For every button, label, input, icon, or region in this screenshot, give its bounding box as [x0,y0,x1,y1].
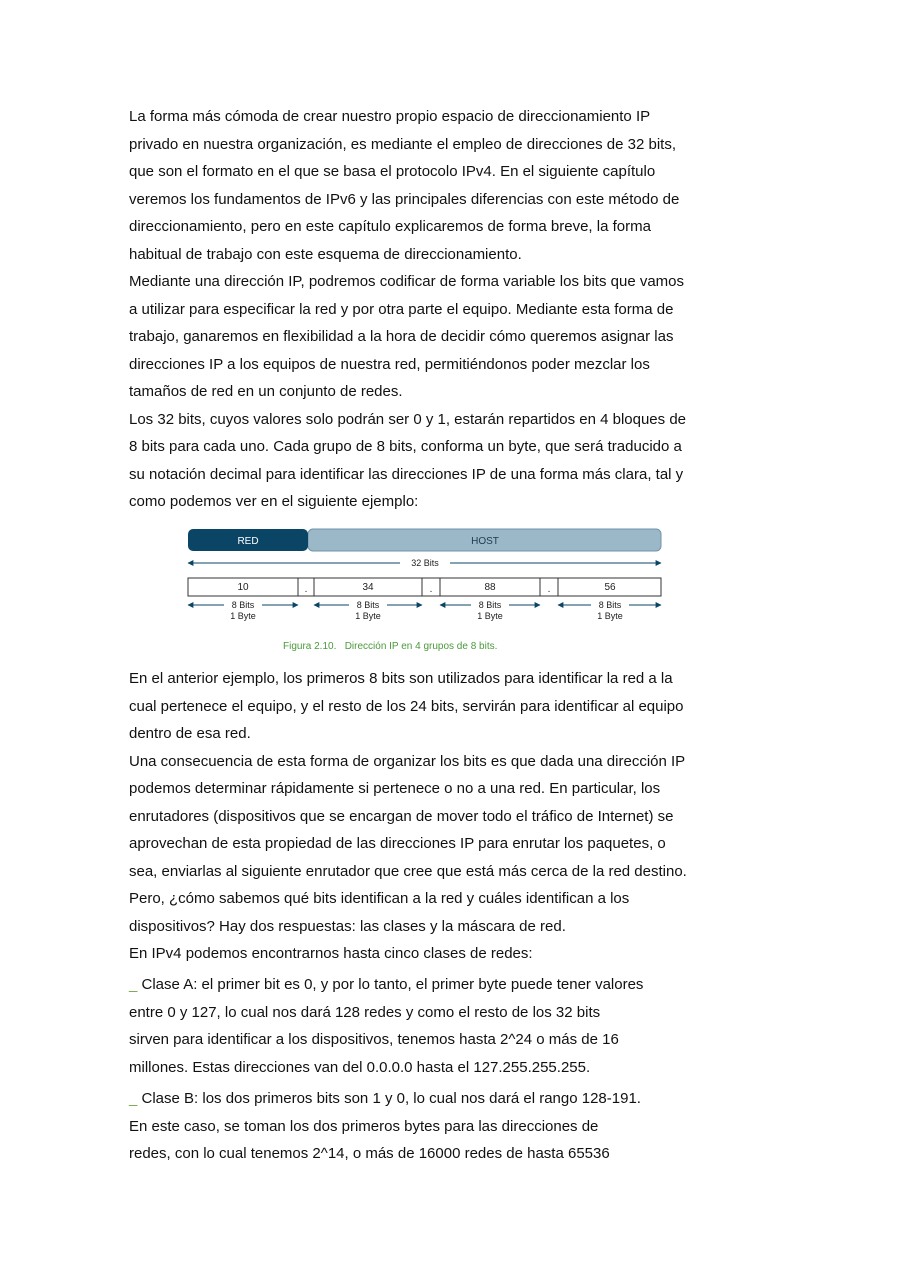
text-line: Mediante una dirección IP, podremos codificar de forma variable los bits que vamos [129,273,685,290]
figure-caption: Figura 2.10. Dirección IP en 4 grupos de 8 bits. [283,641,498,652]
class-b-item [129,1085,749,1168]
text-line: millones. Estas direcciones van del 0.0.0.0 hasta el 127.255.255.255. [129,1058,591,1076]
paragraph-intro [129,103,749,516]
text-line: En IPv4 podemos encontrarnos hasta cinco clases de redes: [129,945,533,962]
text-line: cual pertenece el equipo, y el resto de los 24 bits, servirán para identificar al equipo [129,697,684,715]
text-line: Pero, ¿cómo sabemos qué bits identifican a la red y cuáles identifican a los [129,890,630,907]
octet-2: 34 [362,582,374,593]
text-line: habitual de trabajo con este esquema de direccionamiento. [129,245,522,263]
octet-byte-label: 1 Byte [355,611,381,621]
paragraph-explanation [129,665,749,968]
text-line: su notación decimal para identificar las direcciones IP de una forma más clara, tal y [129,465,684,483]
text-line: En el anterior ejemplo, los primeros 8 bits son utilizados para identificar la red a la [129,670,673,687]
class-a-first-line [129,971,749,999]
octet-byte-label: 1 Byte [597,611,623,621]
text-line: aprovechan de esta propiedad de las direcciones IP para enrutar los paquetes, o [129,835,666,852]
text-line: Una consecuencia de esta forma de organizar los bits es que dada una dirección IP [129,752,686,770]
text-line: que son el formato en el que se basa el protocolo IPv4. En el siguiente capítulo [129,163,656,180]
text-line: sirven para identificar a los dispositivos, tenemos hasta 2^24 o más de 16 [129,1031,619,1048]
text-line: Clase A: el primer bit es 0, y por lo tanto, el primer byte puede tener valores [141,976,644,993]
text-line: En este caso, se toman los dos primeros bytes para las direcciones de [129,1117,599,1135]
text-line: dentro de esa red. [129,725,251,742]
bullet-marker: _ [129,1090,138,1107]
text-line: trabajo, ganaremos en flexibilidad a la hora de decidir cómo queremos asignar las [129,328,674,345]
text-line: a utilizar para especificar la red y por otra parte el equipo. Mediante esta forma de [129,300,674,318]
text-line: tamaños de red en un conjunto de redes. [129,383,403,400]
octet-byte-label: 1 Byte [477,611,503,621]
text-line: direccionamiento, pero en este capítulo explicaremos de forma breve, la forma [129,218,651,235]
octet-bits-label: 8 Bits [356,600,380,610]
bullet-marker: _ [129,976,138,993]
separator: . [304,584,308,595]
text-line: sea, enviarlas al siguiente enrutador que cree que está más cerca de la red destino. [129,862,687,880]
text-line: redes, con lo cual tenemos 2^14, o más de 16000 redes de hasta 65536 [129,1145,610,1162]
text-line: direcciones IP a los equipos de nuestra red, permitiéndonos poder mezclar los [129,355,650,373]
octet-1: 10 [237,582,249,593]
text-line: Los 32 bits, cuyos valores solo podrán ser 0 y 1, estarán repartidos en 4 bloques de [129,410,686,428]
ip-address-figure [180,526,670,656]
text-line: 8 bits para cada uno. Cada grupo de 8 bits, conforma un byte, que será traducido a [129,438,682,455]
text-line: veremos los fundamentos de IPv6 y las principales diferencias con este método de [129,190,680,208]
red-label: RED [237,536,259,547]
octet-bits-label: 8 Bits [598,600,622,610]
host-label: HOST [471,536,499,547]
text-line: Clase B: los dos primeros bits son 1 y 0, lo cual nos dará el rango 128-191. [141,1090,641,1107]
octet-4: 56 [604,582,616,593]
text-line: como podemos ver en el siguiente ejemplo: [129,493,419,510]
total-bits-label: 32 Bits [411,558,439,568]
octet-bits-label: 8 Bits [478,600,502,610]
octet-3: 88 [484,582,496,593]
octet-bits-label: 8 Bits [231,600,255,610]
text-line: dispositivos? Hay dos respuestas: las clases y la máscara de red. [129,917,566,935]
class-a-item [129,971,749,1081]
octets-frame [188,578,661,596]
text-line: entre 0 y 127, lo cual nos dará 128 redes y como el resto de los 32 bits [129,1003,601,1021]
separator: . [547,584,551,595]
text-line: La forma más cómoda de crear nuestro propio espacio de direccionamiento IP [129,108,651,125]
octet-byte-label: 1 Byte [230,611,256,621]
text-line: enrutadores (dispositivos que se encargan de mover todo el tráfico de Internet) se [129,807,674,825]
class-b-first-line [129,1085,749,1113]
text-line: privado en nuestra organización, es mediante el empleo de direcciones de 32 bits, [129,135,677,153]
separator: . [429,584,433,595]
text-line: podemos determinar rápidamente si pertenece o no a una red. En particular, los [129,780,661,797]
